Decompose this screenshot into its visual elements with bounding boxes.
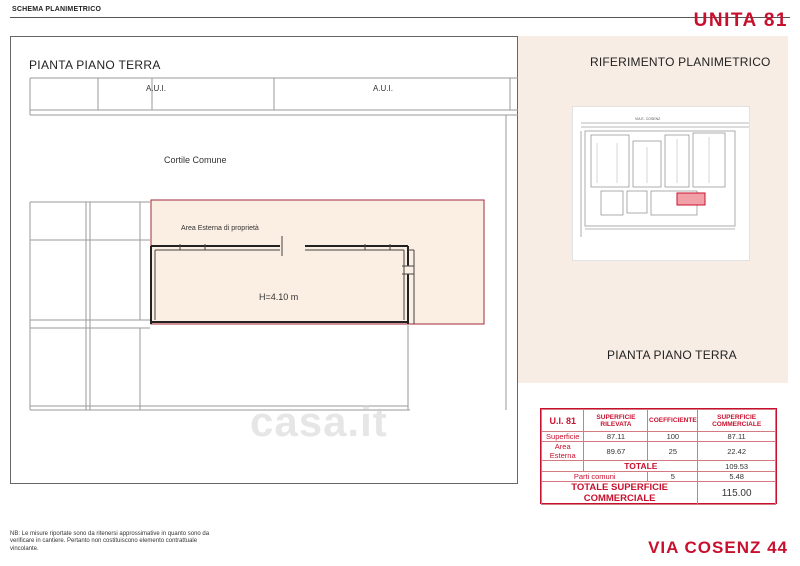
floor-plan-drawing: [10, 70, 518, 415]
table-row: [542, 442, 776, 461]
table-header-surveyed: SUPERFICIE RILEVATA: [584, 410, 648, 432]
grand-total-label: TOTALE SUPERFICIE COMMERCIALE: [542, 482, 698, 505]
reference-site-plan: [573, 107, 749, 260]
reference-street-label: VIA E. COSENZ: [635, 117, 661, 121]
external-area: [151, 200, 484, 324]
aui-left-label: A.U.I.: [146, 84, 167, 93]
total-label: TOTALE: [584, 461, 698, 472]
table-header-commercial: SUPERFICIE COMMERCIALE: [698, 410, 776, 432]
row-coefficient: 100: [648, 432, 698, 442]
height-label: H=4.10 m: [259, 292, 299, 302]
header-label: SCHEMA PLANIMETRICO: [12, 6, 102, 13]
surface-table: [540, 408, 777, 504]
reference-caption: PIANTA PIANO TERRA: [607, 348, 737, 362]
common-parts-coefficient: 5: [648, 472, 698, 482]
common-parts-label: Parti comuni: [542, 472, 648, 482]
plan-title: PIANTA PIANO TERRA: [29, 58, 161, 72]
header-divider: [10, 17, 790, 18]
aui-block: [30, 78, 518, 115]
table-row: [542, 432, 776, 442]
row-surveyed: 89.67: [584, 442, 648, 461]
row-label: Area Esterna: [542, 442, 584, 461]
table-total-row: [542, 461, 776, 472]
table-header-unit: U.I. 81: [542, 410, 584, 432]
address: VIA COSENZ 44: [648, 538, 788, 557]
reference-title: RIFERIMENTO PLANIMETRICO: [590, 55, 771, 69]
row-surveyed: 87.11: [584, 432, 648, 442]
reference-map: [572, 106, 750, 261]
courtyard-label: Cortile Comune: [164, 155, 227, 165]
table-header-coefficient: COEFFICIENTE: [648, 410, 698, 432]
common-parts-value: 5.48: [698, 472, 776, 482]
aui-right-label: A.U.I.: [373, 84, 394, 93]
table-grand-total-row: [542, 482, 776, 505]
row-commercial: 22.42: [698, 442, 776, 461]
external-area-label: Area Esterna di proprietà: [181, 225, 259, 232]
row-commercial: 87.11: [698, 432, 776, 442]
row-label: Superficie: [542, 432, 584, 442]
unit-title: UNITA 81: [693, 10, 788, 31]
grand-total-value: 115.00: [698, 482, 776, 505]
table-common-parts-row: [542, 472, 776, 482]
disclaimer-note: NB: Le misure riportate sono da ritenersi approssimative in quanto sono da verificare in cantiere. Pertanto non costituiscono elemento contrattuale vincolante.: [10, 531, 210, 552]
unit-highlight: [677, 193, 705, 205]
watermark: casa.it: [250, 398, 388, 445]
row-coefficient: 25: [648, 442, 698, 461]
total-value: 109.53: [698, 461, 776, 472]
